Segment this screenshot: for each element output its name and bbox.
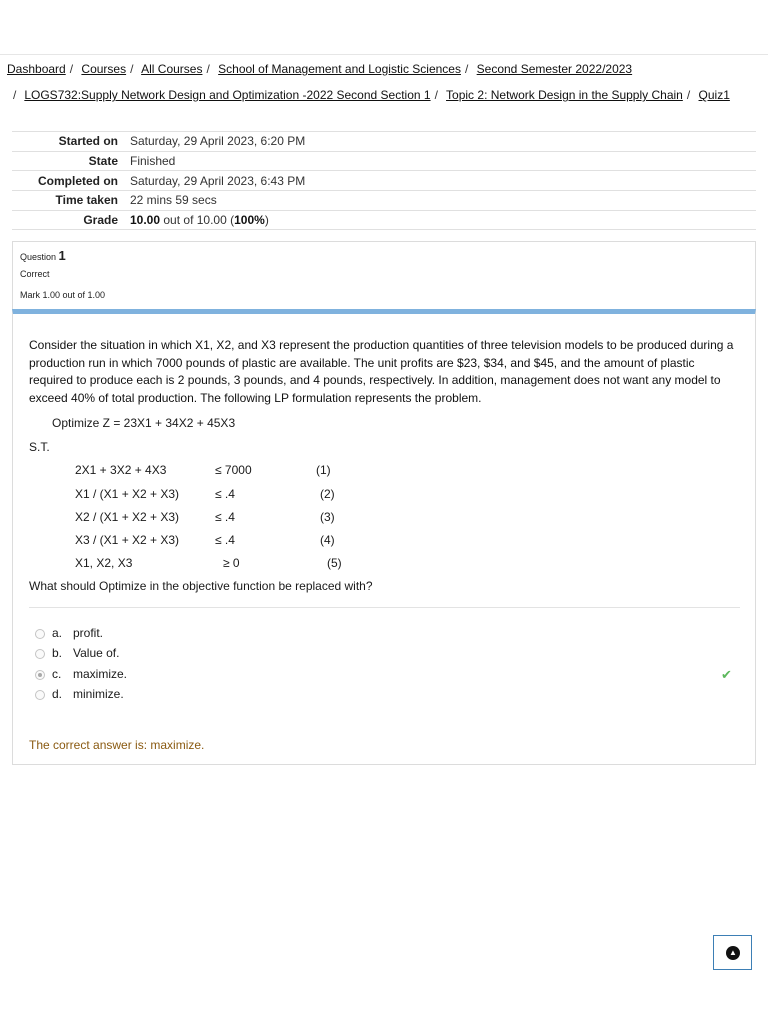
option-letter: d. xyxy=(52,687,63,701)
radio-button[interactable] xyxy=(35,629,45,639)
check-icon: ✔ xyxy=(721,667,732,682)
state-value: Finished xyxy=(130,154,176,169)
grade-out-of: out of 10.00 xyxy=(163,213,227,228)
option-text: profit. xyxy=(73,626,104,640)
attempt-summary-table xyxy=(12,131,756,230)
question-number-value: 1 xyxy=(58,248,66,263)
constraint-expression: X1 / (X1 + X2 + X3) xyxy=(75,487,180,501)
breadcrumb-all-courses[interactable]: All Courses xyxy=(141,62,203,76)
breadcrumb-separator: / xyxy=(206,62,210,76)
breadcrumb-separator: / xyxy=(686,88,691,102)
summary-row-started xyxy=(12,132,756,152)
option-text: Value of. xyxy=(73,646,120,660)
constraint-relation: ≤ .4 xyxy=(215,533,235,547)
subject-to-label: S.T. xyxy=(29,440,50,454)
breadcrumb-school[interactable]: School of Management and Logistic Sciences xyxy=(218,62,461,76)
completed-value: Saturday, 29 April 2023, 6:43 PM xyxy=(130,173,306,188)
breadcrumb xyxy=(7,62,768,76)
constraint-row xyxy=(13,556,757,572)
constraint-relation: ≥ 0 xyxy=(223,556,240,570)
constraint-row xyxy=(13,463,757,479)
breadcrumb-row-2 xyxy=(13,88,768,102)
answer-option-d[interactable] xyxy=(35,687,735,703)
constraint-expression: X1, X2, X3 xyxy=(75,556,133,570)
started-label: Started on xyxy=(58,134,118,149)
summary-row-completed xyxy=(12,171,756,191)
breadcrumb-dashboard[interactable]: Dashboard xyxy=(7,62,66,76)
radio-button[interactable] xyxy=(35,690,45,700)
constraint-expression: X3 / (X1 + X2 + X3) xyxy=(75,533,180,547)
completed-label: Completed on xyxy=(38,173,118,188)
time-taken-label: Time taken xyxy=(55,193,118,208)
header-divider xyxy=(0,54,768,55)
back-to-top-button[interactable] xyxy=(713,935,752,970)
option-letter: a. xyxy=(52,626,63,640)
summary-row-time xyxy=(12,191,756,211)
breadcrumb-separator: / xyxy=(69,62,74,76)
breadcrumb-separator: / xyxy=(130,62,134,76)
breadcrumb-separator: / xyxy=(13,88,17,102)
grade-value: 10.00 out of 10.00 (100%) xyxy=(130,213,269,228)
radio-button-selected[interactable] xyxy=(35,670,45,680)
constraint-row xyxy=(13,533,757,549)
answer-option-b[interactable] xyxy=(35,646,735,662)
objective-function: Optimize Z = 23X1 + 34X2 + 45X3 xyxy=(52,416,236,430)
constraint-relation: ≤ .4 xyxy=(215,487,235,501)
constraint-number: (2) xyxy=(320,487,335,501)
breadcrumb-separator: / xyxy=(434,88,438,102)
question-number xyxy=(20,248,66,263)
answer-option-c[interactable] xyxy=(35,667,735,683)
breadcrumb-topic[interactable]: Topic 2: Network Design in the Supply Chain xyxy=(446,88,683,102)
constraint-expression: X2 / (X1 + X2 + X3) xyxy=(75,510,180,524)
question-mark: Mark 1.00 out of 1.00 xyxy=(20,290,106,300)
option-letter: b. xyxy=(52,646,63,660)
breadcrumb-separator: / xyxy=(464,62,469,76)
radio-button[interactable] xyxy=(35,649,45,659)
grade-label: Grade xyxy=(83,213,118,228)
question-info xyxy=(12,241,756,309)
grade-score: 10.00 xyxy=(130,213,161,228)
breadcrumb-courses[interactable]: Courses xyxy=(81,62,127,76)
state-label: State xyxy=(88,154,118,169)
breadcrumb-semester[interactable]: Second Semester 2022/2023 xyxy=(476,62,633,76)
constraint-number: (3) xyxy=(320,510,335,524)
question-prompt: What should Optimize in the objective function be replaced with? xyxy=(29,579,373,593)
option-letter: c. xyxy=(52,667,62,681)
question-text: Consider the situation in which X1, X2, and X3 represent the production quantities of three television models to be produced during a production run in which 7000 pounds of plastic are available. The unit profits are $23, $34, and $45, and the amount of plastic required to produce each is 2 pounds, 3 pounds, and 4 pounds, respectively. In addition, management does not want any model to exceed 40% of total production. The following LP formulation represents the problem. xyxy=(29,338,734,405)
constraint-relation: ≤ .4 xyxy=(215,510,235,524)
constraint-relation: ≤ 7000 xyxy=(215,463,252,477)
breadcrumb-quiz[interactable]: Quiz1 xyxy=(698,88,730,102)
option-text: maximize. xyxy=(73,667,128,681)
arrow-up-circle-icon: ▲ xyxy=(726,946,740,960)
time-taken-value: 22 mins 59 secs xyxy=(130,193,217,208)
question-formulation xyxy=(12,309,756,765)
constraint-expression: 2X1 + 3X2 + 4X3 xyxy=(75,463,167,477)
question-state: Correct xyxy=(20,269,50,279)
started-value: Saturday, 29 April 2023, 6:20 PM xyxy=(130,134,306,149)
option-text: minimize. xyxy=(73,687,124,701)
correct-answer-feedback: The correct answer is: maximize. xyxy=(29,738,205,752)
summary-row-state xyxy=(12,151,756,171)
breadcrumb-course[interactable]: LOGS732:Supply Network Design and Optimization -2022 Second Section 1 xyxy=(24,88,431,102)
constraint-number: (4) xyxy=(320,533,335,547)
question-label: Question xyxy=(20,252,57,262)
constraint-row xyxy=(13,510,757,526)
answer-option-a[interactable] xyxy=(35,626,735,642)
constraint-number: (1) xyxy=(316,463,331,477)
constraint-row xyxy=(13,487,757,503)
summary-row-grade xyxy=(12,210,756,230)
constraint-number: (5) xyxy=(327,556,342,570)
answer-divider xyxy=(29,607,740,608)
grade-percent: 100% xyxy=(234,213,265,228)
